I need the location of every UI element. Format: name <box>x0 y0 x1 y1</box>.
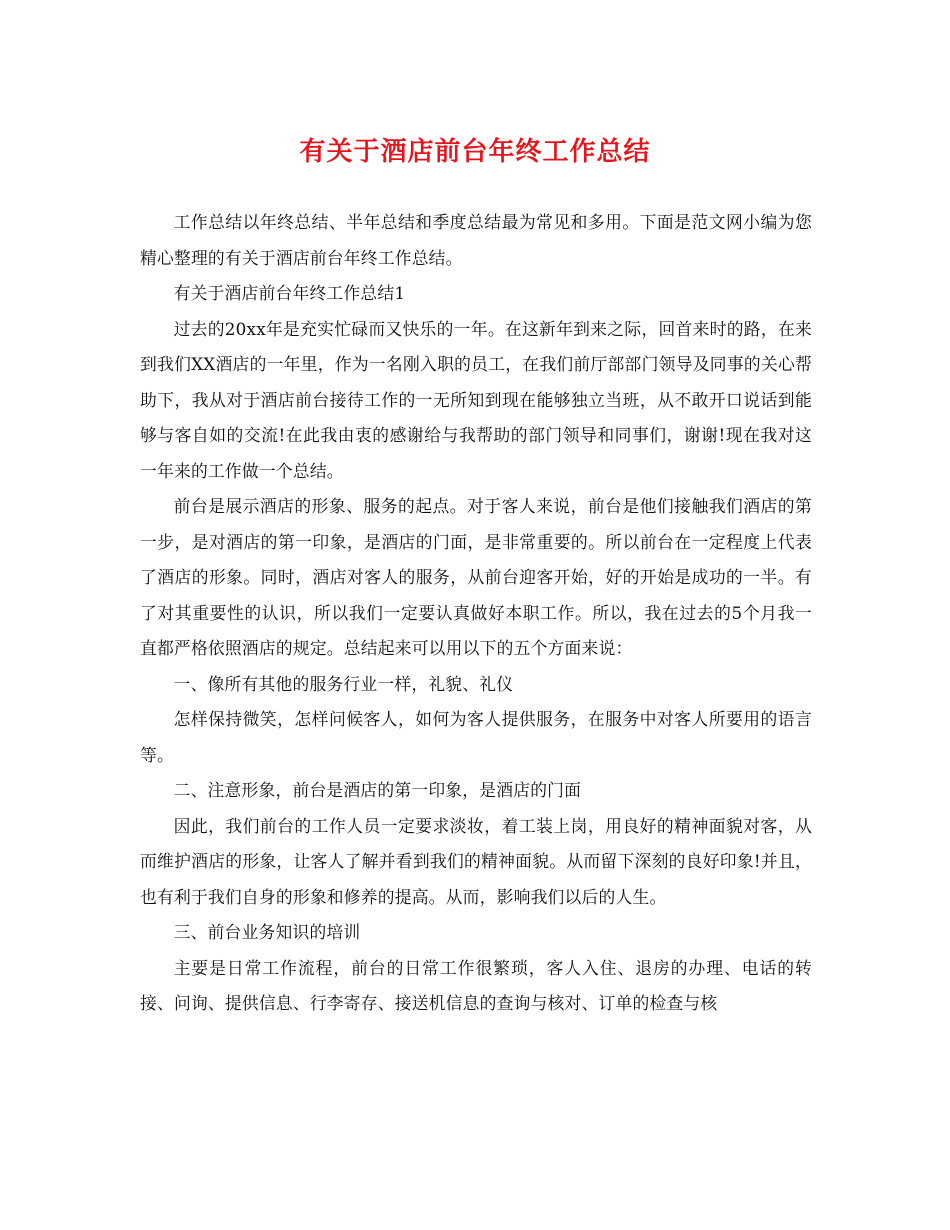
paragraph-subtitle: 有关于酒店前台年终工作总结1 <box>173 283 406 303</box>
document-title: 有关于酒店前台年终工作总结 <box>299 137 651 167</box>
paragraph-etiquette: 怎样保持微笑，怎样问候客人，如何为客人提供服务，在服务中对客人所要用的语言等。 <box>140 709 812 765</box>
document-body <box>140 205 812 1022</box>
paragraph-past-year: 过去的20xx年是充实忙碌而又快乐的一年。在这新年到来之际，回首来时的路，在来到我们XX酒店的一年里，作为一名刚入职的员工，在我们前厅部部门领导及同事的关心帮助下，我从对于酒店前台接待工作的一无所知到现在能够独立当班，从不敢开口说话到能够与客自如的交流!在此我由衷的感谢给与我帮助的部门领导和同事们，谢谢!现在我对这一年来的工作做一个总结。 <box>140 318 812 481</box>
section-heading-1: 一、像所有其他的服务行业一样，礼貌、礼仪 <box>173 673 514 694</box>
paragraph-intro: 工作总结以年终总结、半年总结和季度总结最为常见和多用。下面是范文网小编为您精心整理的有关于酒店前台年终工作总结。 <box>140 212 812 268</box>
section-heading-2: 二、注意形象，前台是酒店的第一印象，是酒店的门面 <box>173 780 582 800</box>
paragraph-image: 因此，我们前台的工作人员一定要求淡妆，着工装上岗，用良好的精神面貌对客，从而维护酒店的形象，让客人了解并看到我们的精神面貌。从而留下深刻的良好印象!并且，也有利于我们自身的形象和修养的提高。从而，影响我们以后的人生。 <box>140 815 812 907</box>
paragraph-front-desk-role: 前台是展示酒店的形象、服务的起点。对于客人来说，前台是他们接触我们酒店的第一步，是对酒店的第一印象，是酒店的门面，是非常重要的。所以前台在一定程度上代表了酒店的形象。同时，酒店对客人的服务，从前台迎客开始，好的开始是成功的一半。有了对其重要性的认识，所以我们一定要认真做好本职工作。所以，我在过去的5个月我一直都严格依照酒店的规定。总结起来可以用以下的五个方面来说： <box>140 496 812 658</box>
paragraph-training: 主要是日常工作流程，前台的日常工作很繁琐，客人入住、退房的办理、电话的转接、问询、提供信息、行李寄存、接送机信息的查询与核对、订单的检查与核 <box>140 957 812 1013</box>
section-heading-3: 三、前台业务知识的培训 <box>173 922 361 942</box>
